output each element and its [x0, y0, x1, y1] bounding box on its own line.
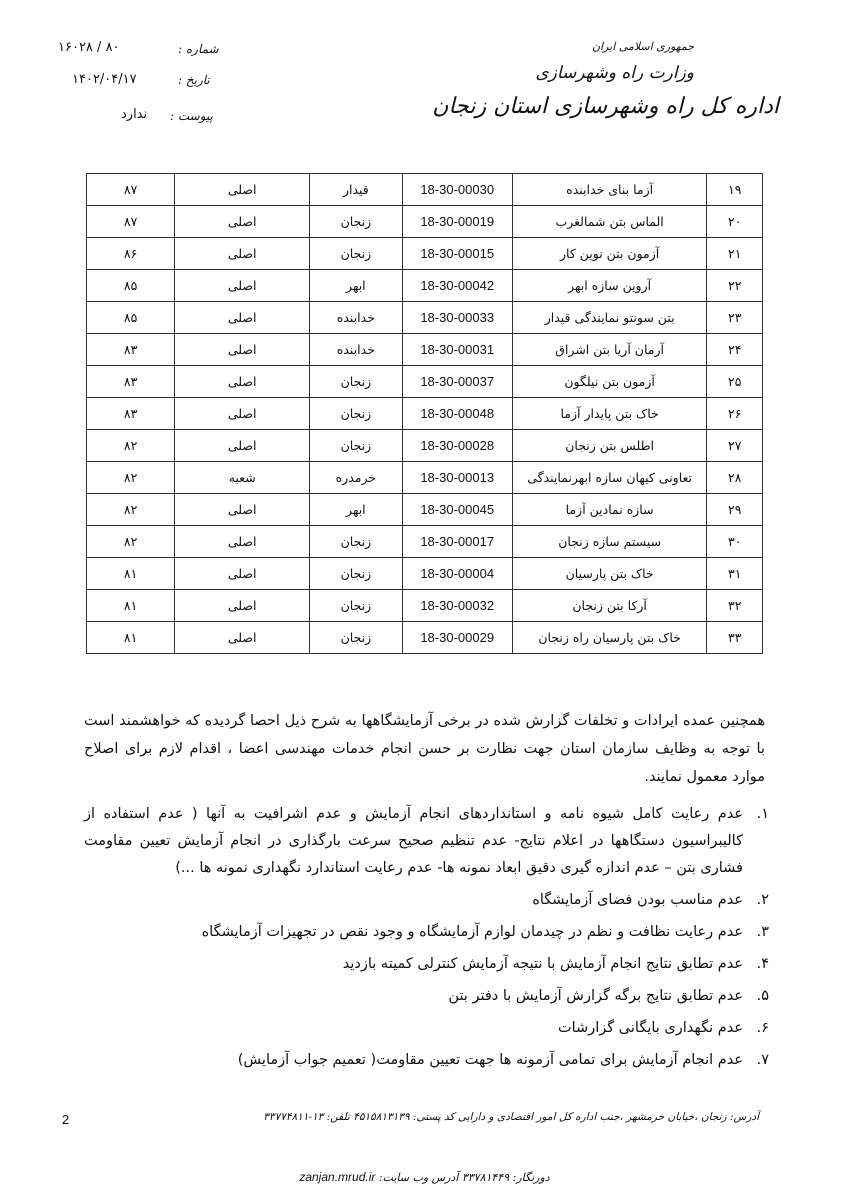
row-index: ۲۱	[707, 238, 763, 270]
lab-name: بتن سونتو نمایندگی قیدار	[512, 302, 707, 334]
table-row	[87, 270, 763, 302]
lab-city: ابهر	[310, 270, 402, 302]
issues-list	[84, 801, 769, 1079]
lab-code: 18-30-00031	[402, 334, 512, 366]
lab-code: 18-30-00029	[402, 622, 512, 654]
header-directorate: اداره کل راه وشهرسازی استان زنجان	[432, 94, 779, 119]
laboratory-table	[86, 173, 763, 654]
table-row	[87, 590, 763, 622]
lab-name: آروین سازه ابهر	[512, 270, 707, 302]
lab-name: آزمون بتن نوین کار	[512, 238, 707, 270]
lab-type: اصلی	[175, 174, 310, 206]
row-index: ۲۹	[707, 494, 763, 526]
table-row	[87, 558, 763, 590]
list-item-number: ۳.	[756, 924, 769, 940]
fax-web-label: دورنگار: ۳۳۷۸۱۴۴۹ آدرس وب سایت:	[378, 1171, 550, 1184]
row-index: ۱۹	[707, 174, 763, 206]
header-ministry: وزارت راه وشهرسازی	[535, 63, 694, 83]
lab-score: ۸۳	[87, 366, 175, 398]
table-row	[87, 398, 763, 430]
table-row	[87, 366, 763, 398]
lab-name: خاک بتن پایدار آزما	[512, 398, 707, 430]
lab-city: زنجان	[310, 558, 402, 590]
list-item-number: ۲.	[756, 892, 769, 908]
table-row	[87, 526, 763, 558]
page-number: 2	[62, 1112, 70, 1127]
lab-city: زنجان	[310, 622, 402, 654]
table-row	[87, 334, 763, 366]
lab-code: 18-30-00028	[402, 430, 512, 462]
lab-name: آزمون بتن نیلگون	[512, 366, 707, 398]
intro-paragraph: همچنین عمده ایرادات و تخلفات گزارش شده در برخی آزمایشگاهها به شرح ذیل احصا گردیده که خواهشمند است با توجه به وظایف سازمان استان جهت نظارت بر حسن انجام خدمات مهندسی اعضا ، اقدام لازم برای اصلاح موارد معمول نمایند.	[84, 713, 765, 785]
lab-code: 18-30-00013	[402, 462, 512, 494]
lab-type: اصلی	[175, 366, 310, 398]
lab-code: 18-30-00015	[402, 238, 512, 270]
lab-type: اصلی	[175, 238, 310, 270]
lab-code: 18-30-00004	[402, 558, 512, 590]
lab-city: زنجان	[310, 590, 402, 622]
list-item	[84, 919, 769, 946]
footer-website	[0, 1170, 849, 1184]
lab-city: زنجان	[310, 398, 402, 430]
list-item	[84, 1047, 769, 1074]
lab-code: 18-30-00042	[402, 270, 512, 302]
row-index: ۲۴	[707, 334, 763, 366]
table-row	[87, 462, 763, 494]
lab-score: ۸۲	[87, 494, 175, 526]
lab-name: اطلس بتن زنجان	[512, 430, 707, 462]
lab-score: ۸۶	[87, 238, 175, 270]
lab-type: شعبه	[175, 462, 310, 494]
website-link[interactable]: zanjan.mrud.ir	[299, 1170, 376, 1184]
attach-label: پیوست :	[170, 109, 213, 123]
list-item-number: ۶.	[756, 1020, 769, 1036]
lab-type: اصلی	[175, 430, 310, 462]
list-item-text: عدم انجام آزمایش برای تمامی آزمونه ها جهت تعیین مقاومت( تعمیم جواب آزمایش)	[237, 1052, 743, 1068]
lab-city: قیدار	[310, 174, 402, 206]
table-row	[87, 302, 763, 334]
table-row	[87, 622, 763, 654]
attach-value: ندارد	[121, 107, 148, 122]
lab-code: 18-30-00030	[402, 174, 512, 206]
table-row	[87, 174, 763, 206]
lab-name: آزما بنای خدابنده	[512, 174, 707, 206]
lab-city: زنجان	[310, 238, 402, 270]
lab-type: اصلی	[175, 558, 310, 590]
list-item-text: عدم تطابق نتایج برگه گزارش آزمایش با دفتر بتن	[448, 988, 743, 1004]
list-item	[84, 951, 769, 978]
lab-type: اصلی	[175, 622, 310, 654]
lab-code: 18-30-00019	[402, 206, 512, 238]
lab-code: 18-30-00033	[402, 302, 512, 334]
lab-name: آرکا بتن زنجان	[512, 590, 707, 622]
lab-score: ۸۲	[87, 430, 175, 462]
table-row	[87, 494, 763, 526]
lab-type: اصلی	[175, 590, 310, 622]
lab-city: خرمدره	[310, 462, 402, 494]
lab-type: اصلی	[175, 206, 310, 238]
list-item	[84, 1015, 769, 1042]
date-value: ۱۴۰۲/۰۴/۱۷	[72, 72, 137, 87]
list-item	[84, 983, 769, 1010]
list-item-number: ۵.	[756, 988, 769, 1004]
lab-name: آرمان آریا بتن اشراق	[512, 334, 707, 366]
lab-type: اصلی	[175, 526, 310, 558]
list-item-text: عدم رعایت نظافت و نظم در چیدمان لوازم آزمایشگاه و وجود نقص در تجهیزات آزمایشگاه	[201, 924, 743, 940]
lab-name: سیستم سازه زنجان	[512, 526, 707, 558]
row-index: ۲۵	[707, 366, 763, 398]
list-item-number: ۴.	[756, 956, 769, 972]
table-row	[87, 430, 763, 462]
lab-code: 18-30-00017	[402, 526, 512, 558]
list-item-text: عدم رعایت کامل شیوه نامه و استانداردهای انجام آزمایش و عدم اشرافیت به آنها ( عدم استفاده از کالیبراسیون دستگاهها در اعلام نتایج- عدم تنظیم صحیح سرعت بارگذاری در انجام آزمایش تعیین مقاومت فشاری بتن – عدم اندازه گیری دقیق ابعاد نمونه ها- عدم رعایت استاندارد نگهداری نمونه ها ...)	[84, 806, 743, 876]
lab-city: ابهر	[310, 494, 402, 526]
lab-city: خدابنده	[310, 302, 402, 334]
lab-city: زنجان	[310, 526, 402, 558]
row-index: ۲۷	[707, 430, 763, 462]
lab-score: ۸۲	[87, 526, 175, 558]
lab-score: ۸۳	[87, 334, 175, 366]
lab-score: ۸۷	[87, 174, 175, 206]
row-index: ۲۲	[707, 270, 763, 302]
lab-type: اصلی	[175, 302, 310, 334]
list-item-number: ۱.	[756, 806, 769, 822]
date-label: تاریخ :	[178, 73, 210, 87]
lab-score: ۸۱	[87, 558, 175, 590]
lab-code: 18-30-00032	[402, 590, 512, 622]
lab-score: ۸۵	[87, 270, 175, 302]
lab-city: خدابنده	[310, 334, 402, 366]
lab-code: 18-30-00037	[402, 366, 512, 398]
lab-type: اصلی	[175, 270, 310, 302]
lab-score: ۸۱	[87, 622, 175, 654]
lab-score: ۸۳	[87, 398, 175, 430]
lab-score: ۸۵	[87, 302, 175, 334]
header-republic: جمهوری اسلامی ایران	[591, 40, 694, 53]
row-index: ۲۳	[707, 302, 763, 334]
lab-city: زنجان	[310, 206, 402, 238]
lab-type: اصلی	[175, 494, 310, 526]
lab-type: اصلی	[175, 334, 310, 366]
lab-city: زنجان	[310, 430, 402, 462]
lab-name: الماس بتن شمالغرب	[512, 206, 707, 238]
list-item-number: ۷.	[756, 1052, 769, 1068]
table-row	[87, 206, 763, 238]
list-item-text: عدم مناسب بودن فضای آزمایشگاه	[532, 892, 743, 908]
number-value: ۸۰ / ۱۶۰۲۸	[58, 40, 120, 55]
lab-name: سازه نمادین آزما	[512, 494, 707, 526]
lab-name: تعاونی کیهان سازه ابهرنمایندگی	[512, 462, 707, 494]
number-label: شماره :	[178, 42, 219, 56]
row-index: ۲۰	[707, 206, 763, 238]
list-item	[84, 801, 769, 882]
lab-code: 18-30-00048	[402, 398, 512, 430]
list-item-text: عدم نگهداری بایگانی گزارشات	[558, 1020, 743, 1036]
lab-name: خاک بتن پارسیان	[512, 558, 707, 590]
lab-score: ۸۱	[87, 590, 175, 622]
footer-address: آدرس: زنجان ،خیابان خرمشهر ،جنب اداره کل امور اقتصادی و دارایی کد پستی: ۴۵۱۵۸۱۳۱۳۹ تلفن: ۱۳-۳۳۷۷۴۸۱۱	[263, 1111, 759, 1123]
lab-score: ۸۷	[87, 206, 175, 238]
list-item	[84, 887, 769, 914]
row-index: ۳۰	[707, 526, 763, 558]
lab-code: 18-30-00045	[402, 494, 512, 526]
lab-name: خاک بتن پارسیان راه زنجان	[512, 622, 707, 654]
lab-type: اصلی	[175, 398, 310, 430]
list-item-text: عدم تطابق نتایج انجام آزمایش با نتیجه آزمایش کنترلی کمیته بازدید	[342, 956, 743, 972]
row-index: ۳۳	[707, 622, 763, 654]
row-index: ۳۲	[707, 590, 763, 622]
row-index: ۳۱	[707, 558, 763, 590]
lab-score: ۸۲	[87, 462, 175, 494]
row-index: ۲۶	[707, 398, 763, 430]
table-row	[87, 238, 763, 270]
lab-city: زنجان	[310, 366, 402, 398]
row-index: ۲۸	[707, 462, 763, 494]
